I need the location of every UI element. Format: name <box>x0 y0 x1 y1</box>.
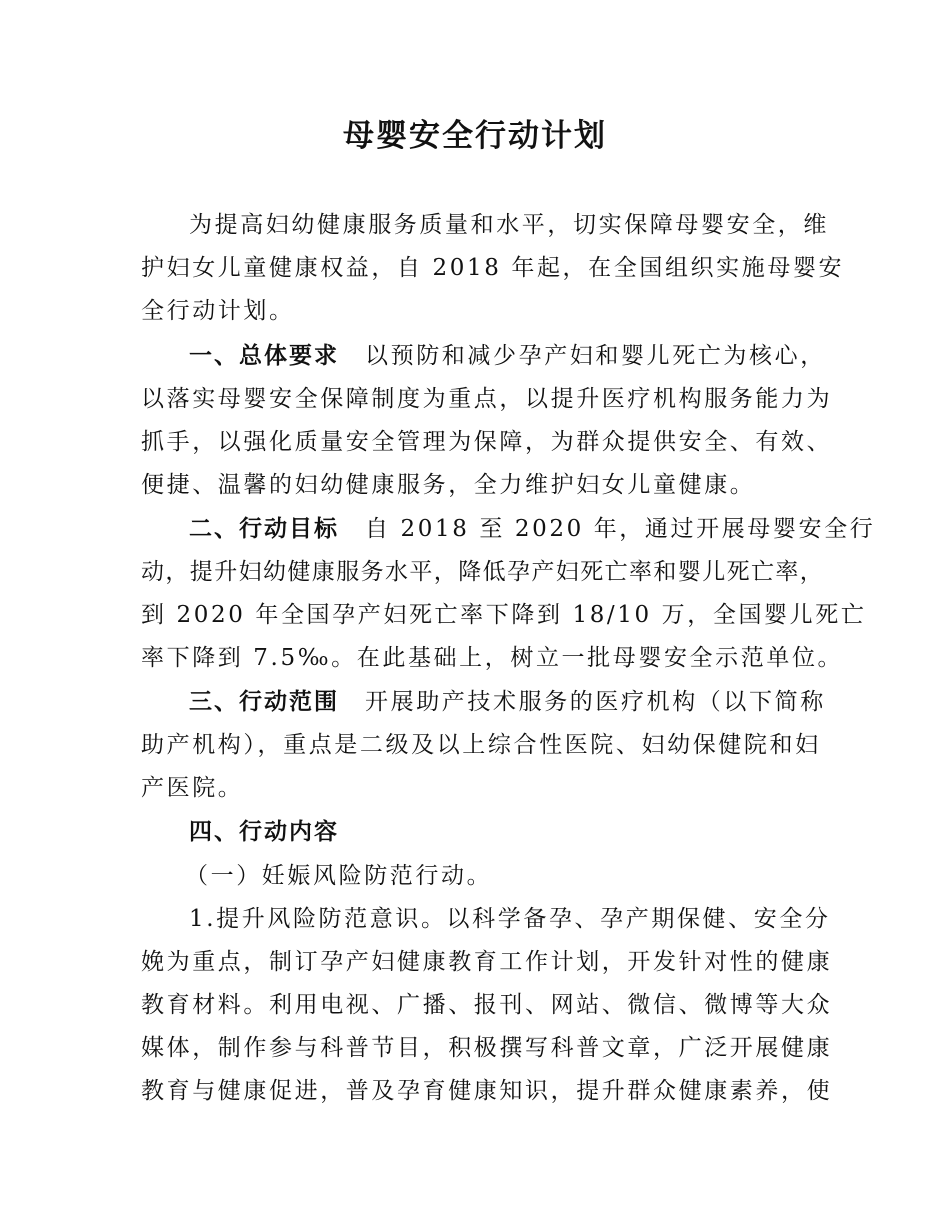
section-2-line-3: 到 2020 年全国孕产妇死亡率下降到 18/10 万，全国婴儿死亡 <box>141 602 867 628</box>
intro-paragraph <box>141 204 845 333</box>
section-3-line-3: 产医院。 <box>141 775 244 801</box>
section-3-line-1: 开展助产技术服务的医疗机构（以下简称 <box>365 689 826 715</box>
section-1-line-3: 抓手，以强化质量安全管理为保障，为群众提供安全、有效、 <box>141 429 833 455</box>
subsection-1-paragraph <box>141 855 821 898</box>
section-2-line-1: 自 2018 至 2020 年，通过开展母婴安全行 <box>365 516 876 542</box>
item-1-line-4: 媒体，制作参与科普节目，积极撰写科普文章，广泛开展健康 <box>141 1035 833 1061</box>
section-4-heading: 四、行动内容 <box>189 819 339 845</box>
section-1-paragraph <box>141 335 833 507</box>
subsection-1-heading: （一）妊娠风险防范行动。 <box>185 863 493 889</box>
item-1-line-5: 教育与健康促进，普及孕育健康知识，提升群众健康素养，使 <box>141 1078 833 1104</box>
section-1-line-2: 以落实母婴安全保障制度为重点，以提升医疗机构服务能力为 <box>141 386 833 412</box>
section-1-line-1: 以预防和减少孕产妇和婴儿死亡为核心， <box>365 343 826 369</box>
section-1-heading: 一、总体要求 <box>189 343 339 369</box>
item-1-line-2: 娩为重点，制订孕产妇健康教育工作计划，开发针对性的健康 <box>141 949 833 975</box>
section-3-line-2: 助产机构），重点是二级及以上综合性医院、妇幼保健院和妇 <box>141 732 821 758</box>
section-2-heading: 二、行动目标 <box>189 516 339 542</box>
section-2-line-4: 率下降到 7.5‰。在此基础上，树立一批母婴安全示范单位。 <box>141 645 844 671</box>
document-title: 母婴安全行动计划 <box>343 118 607 154</box>
intro-line-1: 为提高妇幼健康服务质量和水平，切实保障母婴安全，维 <box>189 212 829 238</box>
section-1-line-4: 便捷、温馨的妇幼健康服务，全力维护妇女儿童健康。 <box>141 472 756 498</box>
item-1-paragraph <box>141 898 833 1113</box>
section-4-paragraph <box>141 811 821 854</box>
section-3-heading: 三、行动范围 <box>189 689 339 715</box>
intro-line-3: 全行动计划。 <box>141 298 295 324</box>
item-1-line-1: 1.提升风险防范意识。以科学备孕、孕产期保健、安全分 <box>189 906 831 932</box>
intro-line-2: 护妇女儿童健康权益，自 2018 年起，在全国组织实施母婴安 <box>141 255 845 281</box>
section-2-paragraph <box>141 508 876 680</box>
item-1-line-3: 教育材料。利用电视、广播、报刊、网站、微信、微博等大众 <box>141 992 833 1018</box>
section-2-line-2: 动，提升妇幼健康服务水平，降低孕产妇死亡率和婴儿死亡率， <box>141 559 825 585</box>
section-3-paragraph <box>141 681 826 810</box>
